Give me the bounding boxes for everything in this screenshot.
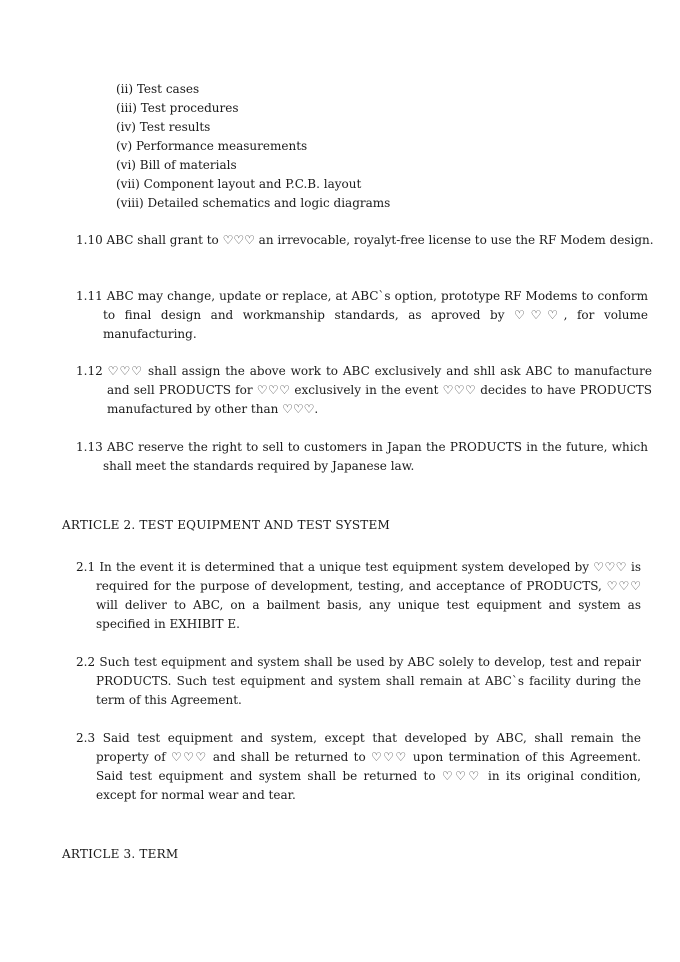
clause-text: ABC reserve the right to sell to customers in Japan the PRODUCTS in the future, which shall meet the standards required by Japanese law. xyxy=(103,440,648,473)
clause-2-3 xyxy=(76,729,641,805)
clause-number: 1.12 xyxy=(76,364,103,378)
clause-1-10 xyxy=(76,231,656,250)
clause-text: In the event it is determined that a unique test equipment system developed by ♡♡♡ is required for the purpose of development, testing, and acceptance of PRODUCTS, ♡♡♡ will deliver to ABC, on a bailment basis, any unique test equipment and system as specified in EXHIBIT E. xyxy=(96,560,641,631)
clause-text: ♡♡♡ shall assign the above work to ABC exclusively and shll ask ABC to manufacture and sell PRODUCTS for ♡♡♡ exclusively in the event ♡♡♡ decides to have PRODUCTS manufactured by other than ♡♡♡. xyxy=(107,364,652,416)
clause-1-11 xyxy=(76,287,648,344)
clause-number: 1.13 xyxy=(76,440,103,454)
clause-text: ABC shall grant to ♡♡♡ an irrevocable, royalyt-free license to use the RF Modem design. xyxy=(106,233,654,247)
list-item: (viii) Detailed schematics and logic diagrams xyxy=(116,196,391,210)
clause-text: ABC may change, update or replace, at ABC`s option, prototype RF Modems to conform to final design and workmanship standards, as aproved by ♡♡♡, for volume manufacturing. xyxy=(103,289,648,341)
clause-number: 2.2 xyxy=(76,655,96,669)
clause-text: Such test equipment and system shall be used by ABC solely to develop, test and repair PRODUCTS. Such test equipment and system shall remain at ABC`s facility during the term of this Agreement. xyxy=(96,655,641,707)
clause-number: 2.1 xyxy=(76,560,96,574)
list-item: (vi) Bill of materials xyxy=(116,158,237,172)
list-item: (v) Performance measurements xyxy=(116,139,308,153)
list-item: (vii) Component layout and P.C.B. layout xyxy=(116,177,362,191)
clause-text: Said test equipment and system, except that developed by ABC, shall remain the property of ♡♡♡ and shall be returned to ♡♡♡ upon termination of this Agreement. Said test equipment and system shall be returned to ♡♡♡ in its original condition, except for normal wear and tear. xyxy=(96,731,641,802)
list-item: (ii) Test cases xyxy=(116,82,200,96)
clause-2-1 xyxy=(76,558,641,634)
list-item: (iv) Test results xyxy=(116,120,211,134)
clause-1-12 xyxy=(76,362,652,419)
article-2-heading: ARTICLE 2. TEST EQUIPMENT AND TEST SYSTEM xyxy=(62,518,390,532)
article-3-heading: ARTICLE 3. TERM xyxy=(62,847,179,861)
clause-number: 1.10 xyxy=(76,233,103,247)
clause-1-13 xyxy=(76,438,648,476)
list-item: (iii) Test procedures xyxy=(116,101,239,115)
clause-number: 1.11 xyxy=(76,289,103,303)
clause-2-2 xyxy=(76,653,641,710)
deliverables-sublist xyxy=(116,80,536,213)
clause-number: 2.3 xyxy=(76,731,96,745)
